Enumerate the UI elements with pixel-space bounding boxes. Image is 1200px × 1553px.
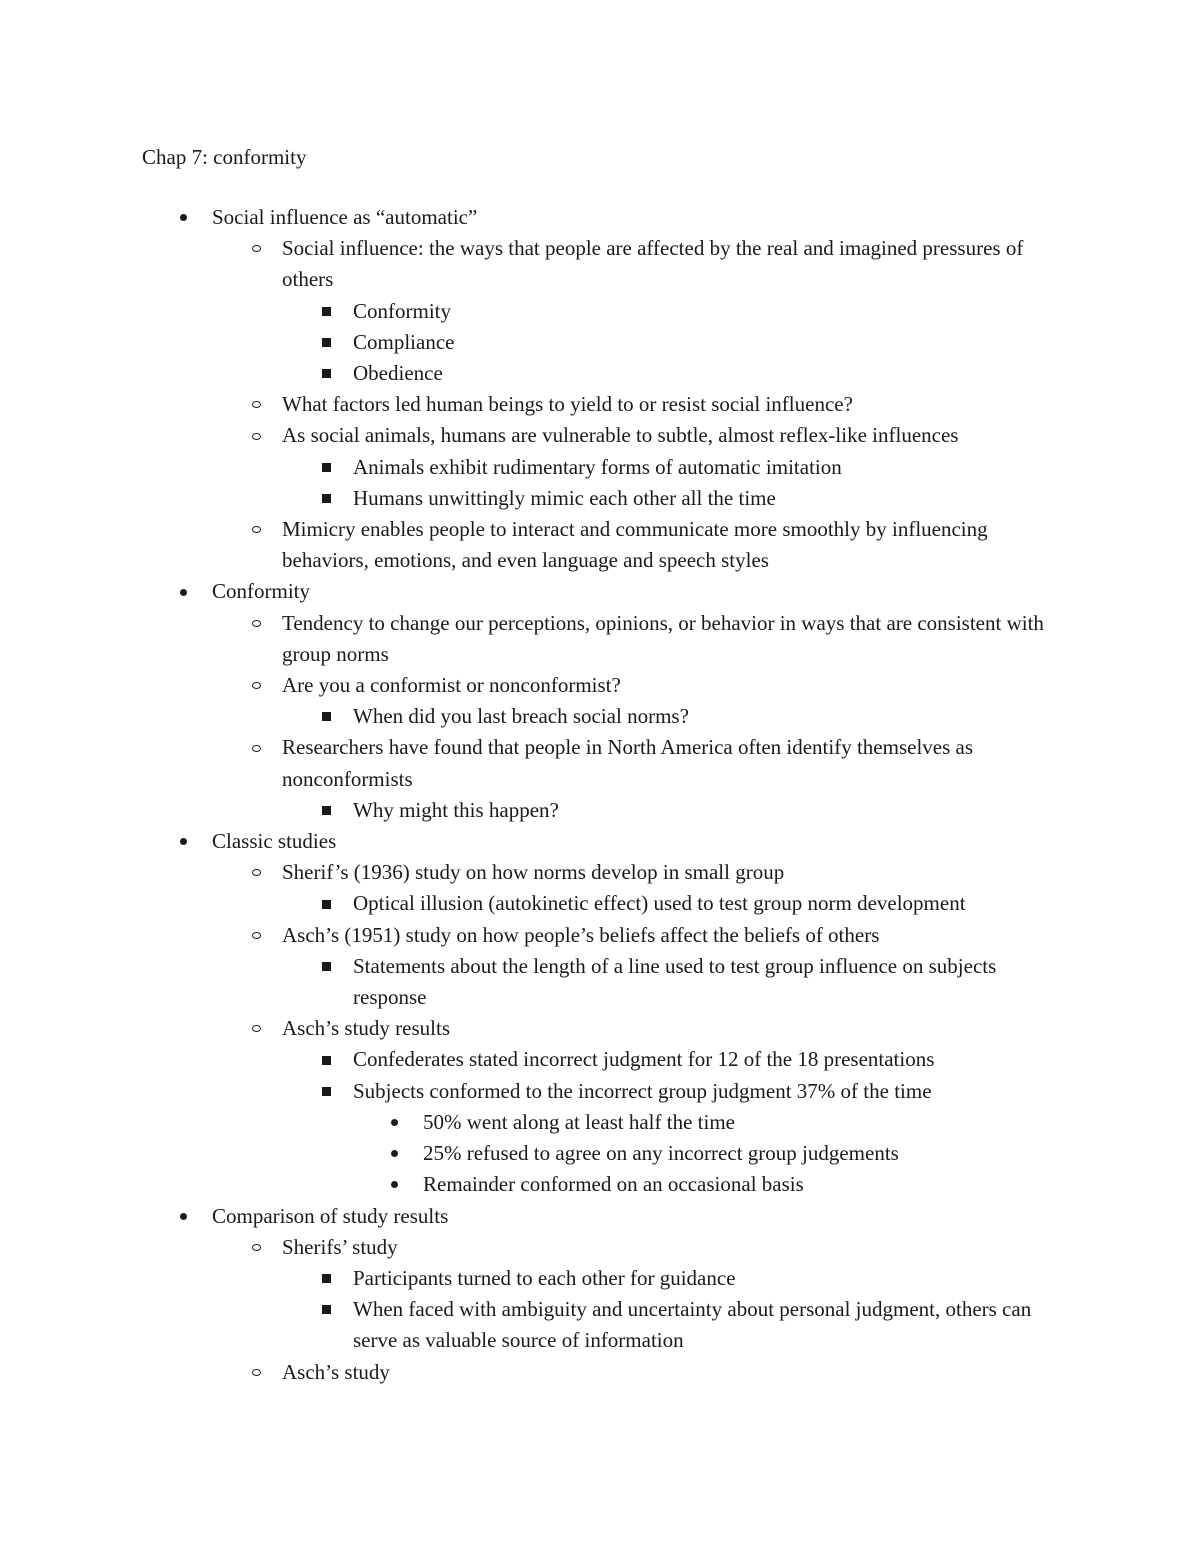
- outline-item-text: Subjects conformed to the incorrect group judgment 37% of the time: [353, 1078, 932, 1103]
- hollow-circle-bullet-icon: [249, 670, 263, 701]
- hollow-circle-bullet-icon: [249, 1357, 263, 1388]
- hollow-circle-bullet-icon: [249, 420, 263, 451]
- outline-item-level-4: [423, 1138, 1073, 1169]
- filled-square-bullet-icon: [319, 951, 333, 982]
- outline-item-level-2: [282, 857, 1072, 888]
- filled-square-bullet-icon: [319, 483, 333, 514]
- outline-item-text: Remainder conformed on an occasional basis: [423, 1172, 804, 1197]
- outline-item-level-1: [212, 1201, 1072, 1232]
- hollow-circle-bullet-icon: [249, 514, 263, 545]
- page-title: Chap 7: conformity: [142, 145, 307, 169]
- outline-item-level-1: [212, 202, 1072, 233]
- outline-item-text: Humans unwittingly mimic each other all the time: [353, 485, 776, 510]
- filled-square-bullet-icon: [319, 1294, 333, 1325]
- outline-item-level-2: [282, 514, 1072, 576]
- outline-item-level-3: [353, 951, 1073, 1013]
- outline-item-text: Asch’s study: [282, 1359, 390, 1384]
- outline-item-level-2: [282, 389, 1072, 420]
- outline-item-text: Optical illusion (autokinetic effect) used to test group norm development: [353, 891, 966, 916]
- outline-item-level-2: [282, 420, 1072, 451]
- outline-item-text: Conformity: [353, 298, 451, 323]
- outline-item-text: Mimicry enables people to interact and communicate more smoothly by influencing behaviors, emotions, and even language and speech styles: [282, 517, 988, 573]
- outline-item-text: Compliance: [353, 329, 455, 354]
- outline-item-text: Participants turned to each other for guidance: [353, 1265, 736, 1290]
- outline-item-level-3: [353, 888, 1073, 919]
- outline-item-level-2: [282, 233, 1072, 295]
- outline-item-level-2: [282, 608, 1072, 670]
- filled-circle-bullet-icon: [176, 1201, 190, 1232]
- filled-square-bullet-icon: [319, 795, 333, 826]
- filled-square-bullet-icon: [319, 296, 333, 327]
- outline-item-text: Sherif’s (1936) study on how norms develop in small group: [282, 860, 785, 885]
- outline-item-text: Researchers have found that people in North America often identify themselves as nonconformists: [282, 735, 974, 791]
- outline-item-text: What factors led human beings to yield to or resist social influence?: [282, 392, 853, 417]
- outline-item-level-1: [212, 576, 1072, 607]
- outline-item-level-2: [282, 1232, 1072, 1263]
- outline-item-level-4: [423, 1169, 1073, 1200]
- filled-square-bullet-icon: [319, 358, 333, 389]
- outline-item-text: Confederates stated incorrect judgment for 12 of the 18 presentations: [353, 1047, 935, 1072]
- outline-item-text: Animals exhibit rudimentary forms of automatic imitation: [353, 454, 842, 479]
- filled-circle-bullet-icon: [176, 826, 190, 857]
- hollow-circle-bullet-icon: [249, 608, 263, 639]
- outline-item-text: As social animals, humans are vulnerable to subtle, almost reflex-like influences: [282, 423, 959, 448]
- outline-item-text: 50% went along at least half the time: [423, 1109, 735, 1134]
- filled-square-bullet-icon: [319, 701, 333, 732]
- outline-item-text: Asch’s (1951) study on how people’s beliefs affect the beliefs of others: [282, 922, 880, 947]
- outline-item-text: Why might this happen?: [353, 797, 559, 822]
- outline-item-level-3: [353, 452, 1073, 483]
- filled-circle-bullet-icon: [387, 1107, 401, 1138]
- filled-square-bullet-icon: [319, 1263, 333, 1294]
- outline-list: [0, 202, 1200, 1388]
- outline-item-text: Social influence: the ways that people are affected by the real and imagined pressures of others: [282, 236, 1024, 292]
- outline-item-text: Social influence as “automatic”: [212, 205, 478, 229]
- hollow-circle-bullet-icon: [249, 732, 263, 763]
- outline-item-text: 25% refused to agree on any incorrect group judgements: [423, 1141, 899, 1166]
- outline-item-text: Asch’s study results: [282, 1016, 450, 1041]
- filled-square-bullet-icon: [319, 888, 333, 919]
- outline-item-text: Classic studies: [212, 829, 337, 854]
- outline-item-level-3: [353, 358, 1073, 389]
- outline-item-text: Are you a conformist or nonconformist?: [282, 673, 621, 698]
- filled-square-bullet-icon: [319, 327, 333, 358]
- filled-circle-bullet-icon: [387, 1138, 401, 1169]
- outline-item-text: Conformity: [212, 579, 310, 604]
- filled-circle-bullet-icon: [176, 576, 190, 607]
- outline-item-level-4: [423, 1107, 1073, 1138]
- outline-item-level-1: [212, 826, 1072, 857]
- outline-item-level-2: [282, 670, 1072, 701]
- outline-item-text: Sherifs’ study: [282, 1234, 398, 1259]
- outline-item-level-3: [353, 701, 1073, 732]
- filled-square-bullet-icon: [319, 1076, 333, 1107]
- outline-item-level-2: [282, 1357, 1072, 1388]
- hollow-circle-bullet-icon: [249, 1013, 263, 1044]
- filled-circle-bullet-icon: [176, 202, 190, 233]
- hollow-circle-bullet-icon: [249, 233, 263, 264]
- outline-item-text: Comparison of study results: [212, 1203, 449, 1228]
- filled-circle-bullet-icon: [387, 1169, 401, 1200]
- outline-item-text: Statements about the length of a line used to test group influence on subjects response: [353, 953, 997, 1010]
- outline-item-level-3: [353, 795, 1073, 826]
- outline-item-level-3: [353, 1076, 1073, 1107]
- outline-item-level-2: [282, 920, 1072, 951]
- outline-item-text: When did you last breach social norms?: [353, 704, 689, 729]
- outline-item-text: When faced with ambiguity and uncertainty about personal judgment, others can serve as valuable source of information: [353, 1297, 1032, 1353]
- outline-item-level-2: [282, 1013, 1072, 1044]
- outline-item-level-3: [353, 483, 1073, 514]
- hollow-circle-bullet-icon: [249, 1232, 263, 1263]
- outline-item-level-3: [353, 296, 1073, 327]
- hollow-circle-bullet-icon: [249, 857, 263, 888]
- outline-item-text: Tendency to change our perceptions, opinions, or behavior in ways that are consistent with group norms: [282, 610, 1044, 666]
- outline-item-level-3: [353, 327, 1073, 358]
- outline-item-level-3: [353, 1294, 1073, 1356]
- hollow-circle-bullet-icon: [249, 389, 263, 420]
- outline-item-level-3: [353, 1044, 1073, 1075]
- outline-item-level-2: [282, 732, 1072, 794]
- filled-square-bullet-icon: [319, 452, 333, 483]
- outline-item-level-3: [353, 1263, 1073, 1294]
- outline-item-text: Obedience: [353, 361, 443, 386]
- hollow-circle-bullet-icon: [249, 920, 263, 951]
- filled-square-bullet-icon: [319, 1044, 333, 1075]
